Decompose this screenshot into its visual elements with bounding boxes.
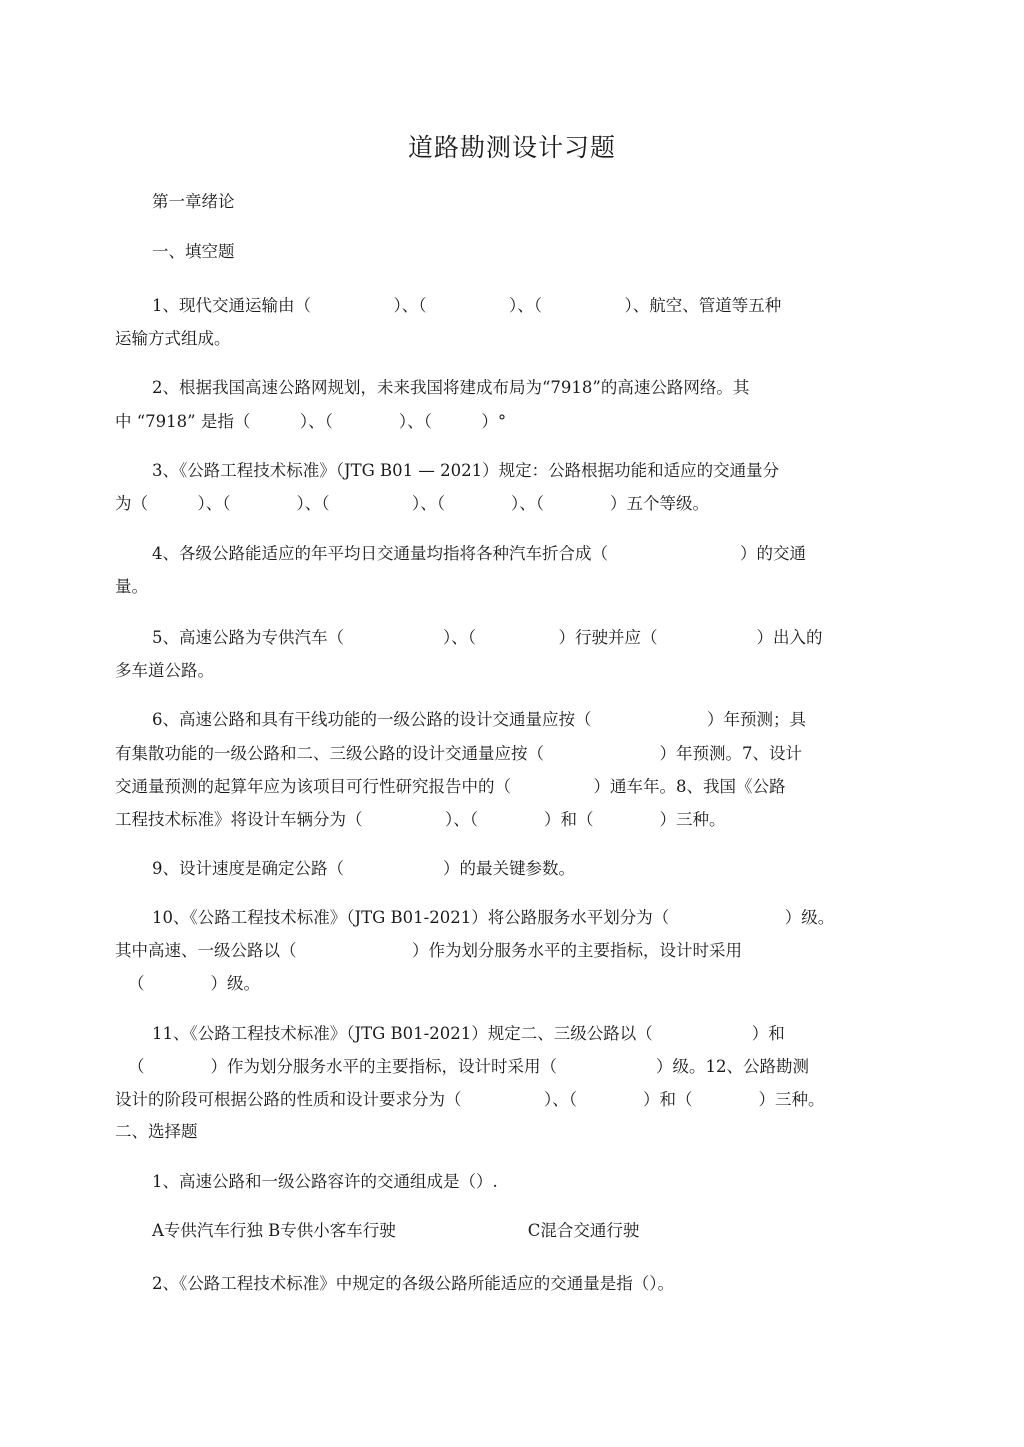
question-6-line-4: 工程技术标准》将设计车辆分为（ ）、（ ）和（ ）三种。 (115, 810, 726, 829)
question-2-line-2: 中 “7918” 是指（ ）、（ ）、（ ）° (115, 412, 507, 431)
question-3-line-1: 3、《公路工程技术标准》（JTG B01 — 2021）规定：公路根据功能和适应的交通量分 (152, 461, 780, 480)
question-10-line-1: 10、《公路工程技术标准》（JTG B01-2021）将公路服务水平划分为（ ）级。 (152, 908, 835, 927)
chapter-heading: 第一章绪论 (152, 192, 235, 211)
question-6-line-1: 6、高速公路和具有干线功能的一级公路的设计交通量应按（ ）年预测；具 (152, 710, 806, 729)
question-11-line-2: （ ）作为划分服务水平的主要指标，设计时采用（ ）级。12、公路勘测 (128, 1057, 809, 1076)
question-2-line-1: 2、根据我国高速公路网规划，未来我国将建成布局为“7918”的高速公路网络。其 (152, 378, 750, 397)
choice-question-1: 1、高速公路和一级公路容许的交通组成是（）. (152, 1172, 498, 1191)
section-heading-choice: 二、选择题 (115, 1122, 198, 1141)
question-4-line-1: 4、各级公路能适应的年平均日交通量均指将各种汽车折合成（ ）的交通 (152, 544, 806, 563)
choice-question-1-options: A专供汽车行独 B专供小客车行驶 C混合交通行驶 (152, 1221, 640, 1240)
document-title: 道路勘测设计习题 (407, 133, 616, 162)
question-10-line-3: （ ）级。 (128, 974, 260, 993)
section-heading-fill: 一、填空题 (152, 242, 235, 261)
question-6-line-2: 有集散功能的一级公路和二、三级公路的设计交通量应按（ ）年预测。7、设计 (115, 744, 802, 763)
question-3-line-2: 为（ ）、（ ）、（ ）、（ ）、（ ）五个等级。 (115, 494, 709, 513)
question-4-line-2: 量。 (115, 577, 148, 596)
question-1-line-1: 1、现代交通运输由（ ）、（ ）、（ ）、航空、管道等五种 (152, 296, 782, 315)
question-11-line-1: 11、《公路工程技术标准》（JTG B01-2021）规定二、三级公路以（ ）和 (152, 1024, 785, 1043)
question-5-line-1: 5、高速公路为专供汽车（ ）、（ ）行驶并应（ ）出入的 (152, 628, 823, 647)
question-5-line-2: 多车道公路。 (115, 661, 214, 680)
question-9: 9、设计速度是确定公路（ ）的最关键参数。 (152, 859, 575, 878)
question-1-line-2: 运输方式组成。 (115, 329, 231, 348)
question-11-line-3: 设计的阶段可根据公路的性质和设计要求分为（ ）、（ ）和（ ）三种。 (115, 1090, 825, 1109)
choice-question-2: 2、《公路工程技术标准》中规定的各级公路所能适应的交通量是指（）。 (152, 1274, 674, 1293)
question-10-line-2: 其中高速、一级公路以（ ）作为划分服务水平的主要指标，设计时采用 (115, 941, 742, 960)
question-6-line-3: 交通量预测的起算年应为该项目可行性研究报告中的（ ）通车年。8、我国《公路 (115, 777, 786, 796)
